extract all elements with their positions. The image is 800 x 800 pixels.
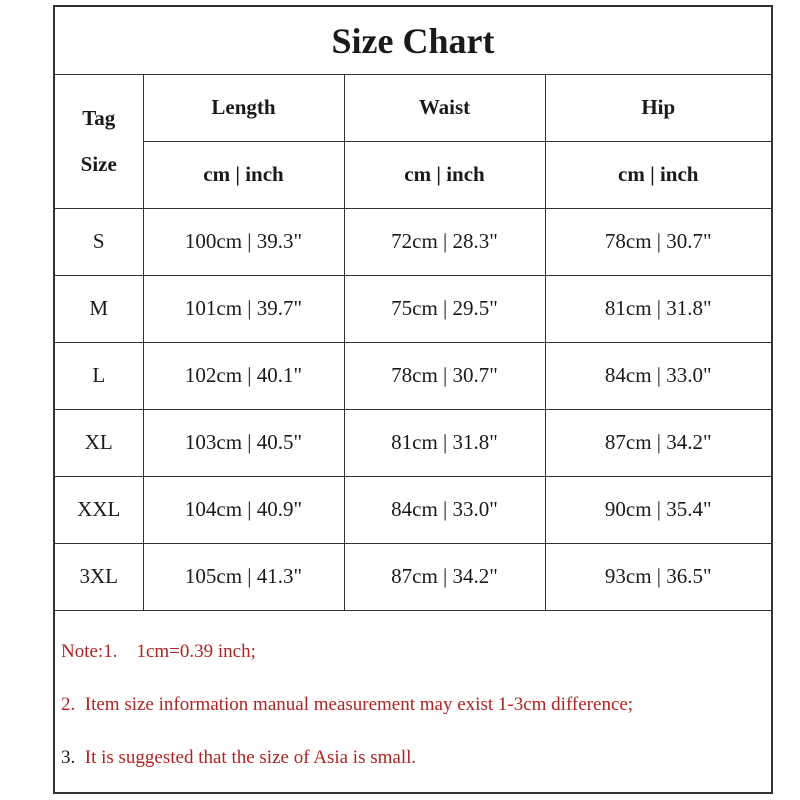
length-cell: 102cm | 40.1" (143, 342, 344, 409)
length-unit: cm | inch (143, 141, 344, 208)
note-number: 3. (61, 747, 76, 768)
tag-size-header (55, 74, 143, 208)
hip-cell: 90cm | 35.4" (545, 476, 771, 543)
note-measurement: 2. Item size information manual measurement may exist 1-3cm difference; (61, 694, 634, 715)
table-row (55, 275, 771, 342)
chart-title: Size Chart (55, 7, 771, 75)
size-cell: XXL (55, 476, 143, 543)
size-cell: 3XL (55, 543, 143, 610)
header-row (55, 74, 771, 141)
length-cell: 103cm | 40.5" (143, 409, 344, 476)
length-cell: 104cm | 40.9" (143, 476, 344, 543)
hip-header: Hip (545, 74, 771, 141)
size-cell: M (55, 275, 143, 342)
table-row (55, 476, 771, 543)
length-cell: 105cm | 41.3" (143, 543, 344, 610)
hip-cell: 87cm | 34.2" (545, 409, 771, 476)
table-row (55, 208, 771, 275)
size-cell: S (55, 208, 143, 275)
notes-section (55, 610, 771, 792)
hip-cell: 93cm | 36.5" (545, 543, 771, 610)
hip-cell: 78cm | 30.7" (545, 208, 771, 275)
hip-cell: 81cm | 31.8" (545, 275, 771, 342)
size-cell: L (55, 342, 143, 409)
note-asia-text: It is suggested that the size of Asia is small. (75, 747, 417, 768)
length-cell: 101cm | 39.7" (143, 275, 344, 342)
table-row (55, 342, 771, 409)
waist-cell: 75cm | 29.5" (344, 275, 545, 342)
tag-label: Tag (82, 105, 116, 130)
note-conversion: Note:1. 1cm=0.39 inch; (61, 641, 256, 662)
waist-cell: 81cm | 31.8" (344, 409, 545, 476)
waist-cell: 84cm | 33.0" (344, 476, 545, 543)
size-chart (53, 5, 773, 794)
unit-row (55, 141, 771, 208)
waist-cell: 78cm | 30.7" (344, 342, 545, 409)
size-table (55, 74, 771, 611)
size-cell: XL (55, 409, 143, 476)
length-header: Length (143, 74, 344, 141)
waist-cell: 72cm | 28.3" (344, 208, 545, 275)
hip-cell: 84cm | 33.0" (545, 342, 771, 409)
table-row (55, 543, 771, 610)
waist-header: Waist (344, 74, 545, 141)
hip-unit: cm | inch (545, 141, 771, 208)
length-cell: 100cm | 39.3" (143, 208, 344, 275)
waist-cell: 87cm | 34.2" (344, 543, 545, 610)
table-row (55, 409, 771, 476)
size-label: Size (80, 151, 117, 176)
note-asia-size (61, 747, 416, 769)
waist-unit: cm | inch (344, 141, 545, 208)
